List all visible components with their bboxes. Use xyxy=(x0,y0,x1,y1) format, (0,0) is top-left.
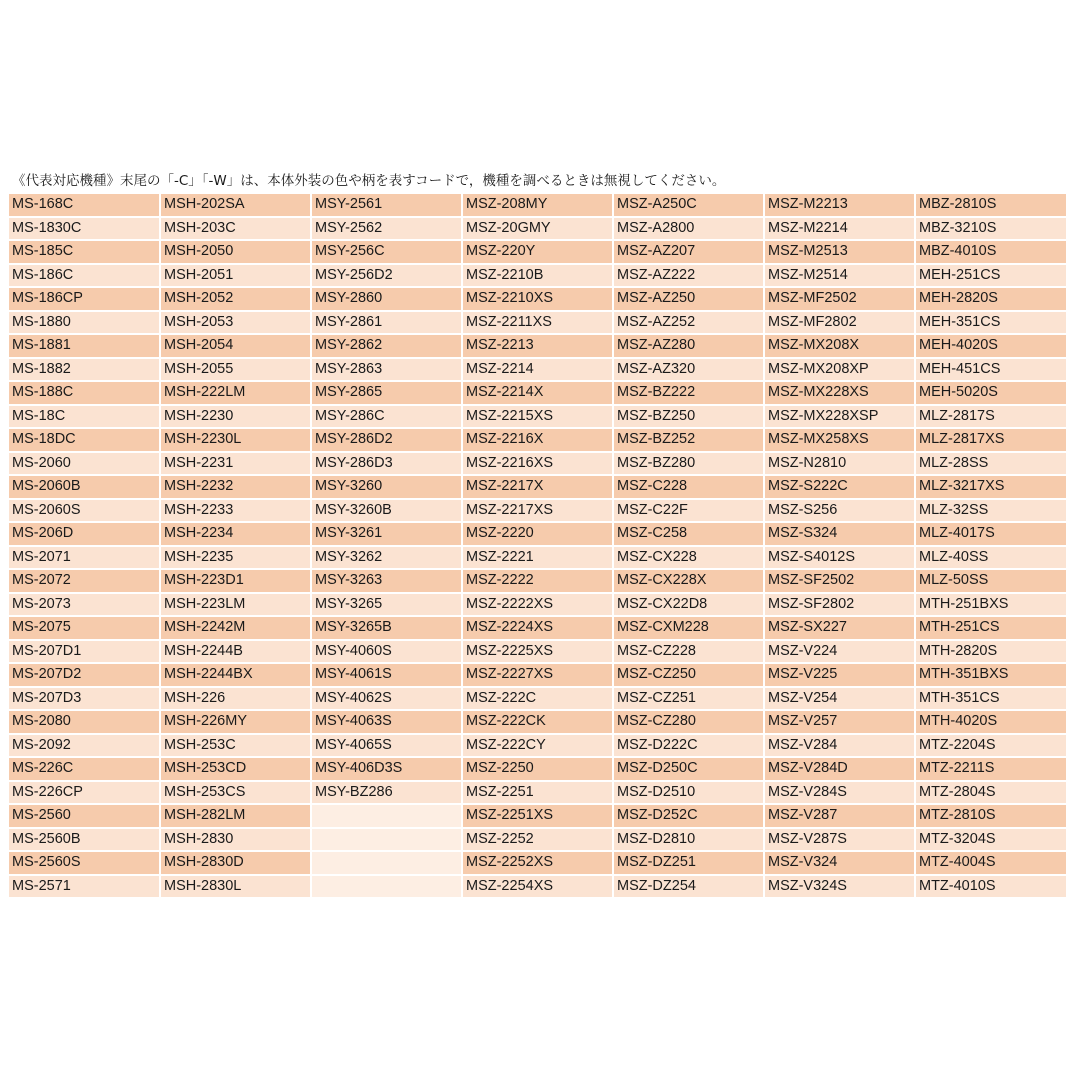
model-cell: MSZ-BZ222 xyxy=(613,381,764,405)
model-cell: MSH-2231 xyxy=(160,452,311,476)
model-cell: MSZ-DZ254 xyxy=(613,875,764,899)
model-cell: MSY-3261 xyxy=(311,522,462,546)
model-cell: MSZ-V287 xyxy=(764,804,915,828)
table-row xyxy=(9,663,1067,687)
model-cell: MS-186CP xyxy=(9,287,160,311)
model-cell: MSY-286D3 xyxy=(311,452,462,476)
table-row xyxy=(9,311,1067,335)
model-cell: MSY-3265B xyxy=(311,616,462,640)
model-cell: MLZ-3217XS xyxy=(915,475,1067,499)
model-cell: MSZ-2215XS xyxy=(462,405,613,429)
model-cell: MSZ-2224XS xyxy=(462,616,613,640)
model-cell: MSZ-208MY xyxy=(462,194,613,217)
model-cell: MSZ-V224 xyxy=(764,640,915,664)
model-cell: MSY-3262 xyxy=(311,546,462,570)
table-row xyxy=(9,640,1067,664)
model-cell: MSY-2561 xyxy=(311,194,462,217)
model-cell: MSY-4062S xyxy=(311,687,462,711)
model-cell: MLZ-4017S xyxy=(915,522,1067,546)
model-cell: MSZ-M2213 xyxy=(764,194,915,217)
model-cell: MSZ-D2510 xyxy=(613,781,764,805)
model-cell: MSH-2051 xyxy=(160,264,311,288)
model-cell: MS-207D2 xyxy=(9,663,160,687)
table-row xyxy=(9,546,1067,570)
model-cell: MLZ-40SS xyxy=(915,546,1067,570)
model-cell: MTZ-2211S xyxy=(915,757,1067,781)
model-cell: MS-2092 xyxy=(9,734,160,758)
model-cell: MEH-2820S xyxy=(915,287,1067,311)
model-cell: MSY-2863 xyxy=(311,358,462,382)
model-cell: MSZ-V257 xyxy=(764,710,915,734)
table-row xyxy=(9,405,1067,429)
model-cell: MSH-2230L xyxy=(160,428,311,452)
table-row xyxy=(9,569,1067,593)
model-cell: MEH-351CS xyxy=(915,311,1067,335)
table-row xyxy=(9,334,1067,358)
model-cell: MSH-226 xyxy=(160,687,311,711)
table-row xyxy=(9,710,1067,734)
model-cell: MS-1881 xyxy=(9,334,160,358)
model-cell: MLZ-32SS xyxy=(915,499,1067,523)
model-cell: MSH-2052 xyxy=(160,287,311,311)
model-cell: MSZ-2216XS xyxy=(462,452,613,476)
table-row xyxy=(9,828,1067,852)
model-cell: MSY-3263 xyxy=(311,569,462,593)
model-cell: MTZ-2804S xyxy=(915,781,1067,805)
model-table-body xyxy=(9,194,1067,898)
model-cell: MSZ-C228 xyxy=(613,475,764,499)
model-cell: MSZ-C258 xyxy=(613,522,764,546)
model-cell: MSZ-C22F xyxy=(613,499,764,523)
model-cell: MSZ-D252C xyxy=(613,804,764,828)
table-row xyxy=(9,687,1067,711)
model-cell: MSH-2053 xyxy=(160,311,311,335)
model-cell: MS-2560 xyxy=(9,804,160,828)
model-cell: MSY-3265 xyxy=(311,593,462,617)
model-cell: MS-186C xyxy=(9,264,160,288)
model-cell: MS-185C xyxy=(9,240,160,264)
model-cell: MLZ-28SS xyxy=(915,452,1067,476)
model-cell: MS-2571 xyxy=(9,875,160,899)
model-cell: MSZ-S222C xyxy=(764,475,915,499)
model-cell: MSZ-220Y xyxy=(462,240,613,264)
model-cell: MSZ-2222XS xyxy=(462,593,613,617)
table-row xyxy=(9,264,1067,288)
model-cell: MS-206D xyxy=(9,522,160,546)
model-cell: MTZ-2810S xyxy=(915,804,1067,828)
model-table xyxy=(9,194,1068,899)
model-cell: MSZ-2222 xyxy=(462,569,613,593)
model-cell: MSH-2242M xyxy=(160,616,311,640)
model-cell: MS-1880 xyxy=(9,311,160,335)
model-cell: MSH-2232 xyxy=(160,475,311,499)
model-cell: MSH-2050 xyxy=(160,240,311,264)
model-cell: MSH-223LM xyxy=(160,593,311,617)
model-cell: MEH-4020S xyxy=(915,334,1067,358)
model-cell: MTH-251BXS xyxy=(915,593,1067,617)
model-cell: MSZ-2251XS xyxy=(462,804,613,828)
model-cell: MSZ-2251 xyxy=(462,781,613,805)
model-cell: MSH-2830 xyxy=(160,828,311,852)
model-cell: MSZ-S256 xyxy=(764,499,915,523)
model-cell: MSY-4060S xyxy=(311,640,462,664)
model-cell: MS-2060B xyxy=(9,475,160,499)
table-row xyxy=(9,428,1067,452)
model-cell: MS-1830C xyxy=(9,217,160,241)
model-cell xyxy=(311,804,462,828)
model-cell: MSZ-S4012S xyxy=(764,546,915,570)
table-row xyxy=(9,593,1067,617)
model-cell xyxy=(311,828,462,852)
model-cell: MSH-2235 xyxy=(160,546,311,570)
model-cell: MSH-226MY xyxy=(160,710,311,734)
model-cell: MSY-4061S xyxy=(311,663,462,687)
table-row xyxy=(9,522,1067,546)
model-cell: MSZ-DZ251 xyxy=(613,851,764,875)
model-cell: MSZ-M2214 xyxy=(764,217,915,241)
model-cell: MTZ-2204S xyxy=(915,734,1067,758)
model-cell: MSZ-20GMY xyxy=(462,217,613,241)
table-row xyxy=(9,358,1067,382)
model-cell: MLZ-50SS xyxy=(915,569,1067,593)
model-cell: MTZ-4004S xyxy=(915,851,1067,875)
model-cell: MS-2073 xyxy=(9,593,160,617)
model-cell: MSZ-MX258XS xyxy=(764,428,915,452)
model-cell: MSZ-2227XS xyxy=(462,663,613,687)
model-cell: MTH-251CS xyxy=(915,616,1067,640)
table-row xyxy=(9,194,1067,217)
model-cell: MSY-4065S xyxy=(311,734,462,758)
model-cell: MSZ-SX227 xyxy=(764,616,915,640)
table-row xyxy=(9,287,1067,311)
model-cell: MTH-351CS xyxy=(915,687,1067,711)
model-cell: MEH-251CS xyxy=(915,264,1067,288)
model-cell: MSZ-2210XS xyxy=(462,287,613,311)
model-cell: MS-2075 xyxy=(9,616,160,640)
model-cell: MBZ-4010S xyxy=(915,240,1067,264)
model-cell: MSZ-2216X xyxy=(462,428,613,452)
model-cell: MSZ-2225XS xyxy=(462,640,613,664)
model-cell: MSY-3260 xyxy=(311,475,462,499)
model-cell: MSH-2830L xyxy=(160,875,311,899)
model-cell: MSZ-2214 xyxy=(462,358,613,382)
model-cell: MSY-406D3S xyxy=(311,757,462,781)
model-cell: MSZ-CZ228 xyxy=(613,640,764,664)
model-cell: MSZ-2220 xyxy=(462,522,613,546)
table-row xyxy=(9,804,1067,828)
model-cell: MSY-2562 xyxy=(311,217,462,241)
model-cell: MSZ-BZ250 xyxy=(613,405,764,429)
table-row xyxy=(9,217,1067,241)
model-cell: MTH-4020S xyxy=(915,710,1067,734)
model-cell: MSZ-MF2802 xyxy=(764,311,915,335)
model-cell: MSZ-2250 xyxy=(462,757,613,781)
model-cell: MS-226C xyxy=(9,757,160,781)
model-cell: MS-207D1 xyxy=(9,640,160,664)
table-row xyxy=(9,381,1067,405)
model-cell: MS-2560S xyxy=(9,851,160,875)
model-cell: MSH-2230 xyxy=(160,405,311,429)
model-cell: MSH-2244B xyxy=(160,640,311,664)
table-row xyxy=(9,734,1067,758)
model-cell: MSY-286C xyxy=(311,405,462,429)
model-cell: MSZ-MX208X xyxy=(764,334,915,358)
model-cell: MSY-2860 xyxy=(311,287,462,311)
model-cell: MSZ-AZ250 xyxy=(613,287,764,311)
model-cell: MSH-223D1 xyxy=(160,569,311,593)
model-cell: MSY-256D2 xyxy=(311,264,462,288)
model-cell: MSZ-M2513 xyxy=(764,240,915,264)
model-cell: MSZ-V284S xyxy=(764,781,915,805)
model-cell: MS-18DC xyxy=(9,428,160,452)
table-row xyxy=(9,757,1067,781)
model-cell: MSZ-222C xyxy=(462,687,613,711)
model-cell: MSZ-V225 xyxy=(764,663,915,687)
model-cell: MBZ-2810S xyxy=(915,194,1067,217)
model-cell: MSZ-2252XS xyxy=(462,851,613,875)
model-cell: MSH-202SA xyxy=(160,194,311,217)
model-cell: MS-2560B xyxy=(9,828,160,852)
compatible-models-note: 《代表対応機種》末尾の「-C」「-W」は、本体外装の色や柄を表すコードで，機種を調べるときは無視してください。 xyxy=(12,173,726,189)
model-cell: MSZ-D250C xyxy=(613,757,764,781)
model-cell: MSZ-CXM228 xyxy=(613,616,764,640)
model-cell: MSZ-CX228X xyxy=(613,569,764,593)
model-cell: MEH-5020S xyxy=(915,381,1067,405)
model-cell: MS-1882 xyxy=(9,358,160,382)
model-cell: MSH-2055 xyxy=(160,358,311,382)
model-cell: MS-2080 xyxy=(9,710,160,734)
model-cell: MTH-2820S xyxy=(915,640,1067,664)
table-row xyxy=(9,452,1067,476)
model-cell: MSZ-MX208XP xyxy=(764,358,915,382)
model-cell: MSZ-CX228 xyxy=(613,546,764,570)
model-cell: MSY-2865 xyxy=(311,381,462,405)
model-cell: MSZ-MX228XSP xyxy=(764,405,915,429)
model-cell: MTH-351BXS xyxy=(915,663,1067,687)
model-cell: MSZ-MX228XS xyxy=(764,381,915,405)
model-cell: MSZ-AZ320 xyxy=(613,358,764,382)
model-cell: MSH-253CD xyxy=(160,757,311,781)
model-cell: MSZ-2252 xyxy=(462,828,613,852)
model-cell: MSZ-2210B xyxy=(462,264,613,288)
model-cell: MSZ-AZ222 xyxy=(613,264,764,288)
table-row xyxy=(9,475,1067,499)
model-cell: MSZ-SF2502 xyxy=(764,569,915,593)
model-cell: MS-226CP xyxy=(9,781,160,805)
model-cell: MSY-286D2 xyxy=(311,428,462,452)
model-cell: MSZ-2211XS xyxy=(462,311,613,335)
model-cell: MSZ-2217X xyxy=(462,475,613,499)
model-cell: MLZ-2817XS xyxy=(915,428,1067,452)
model-cell: MSZ-V284 xyxy=(764,734,915,758)
model-cell: MSZ-AZ280 xyxy=(613,334,764,358)
model-cell: MSZ-222CK xyxy=(462,710,613,734)
model-cell: MSY-4063S xyxy=(311,710,462,734)
model-cell: MSZ-MF2502 xyxy=(764,287,915,311)
model-cell: MSZ-AZ207 xyxy=(613,240,764,264)
model-cell: MSZ-V324 xyxy=(764,851,915,875)
table-row xyxy=(9,781,1067,805)
model-cell: MSZ-A250C xyxy=(613,194,764,217)
table-row xyxy=(9,499,1067,523)
model-cell: MSZ-2217XS xyxy=(462,499,613,523)
model-cell xyxy=(311,875,462,899)
model-cell: MSZ-D2810 xyxy=(613,828,764,852)
model-cell: MSH-253C xyxy=(160,734,311,758)
model-cell: MSZ-N2810 xyxy=(764,452,915,476)
model-cell: MSZ-SF2802 xyxy=(764,593,915,617)
model-cell: MSZ-V284D xyxy=(764,757,915,781)
model-cell: MSH-253CS xyxy=(160,781,311,805)
model-cell: MSH-282LM xyxy=(160,804,311,828)
model-cell: MSZ-CZ250 xyxy=(613,663,764,687)
model-cell: MSH-2233 xyxy=(160,499,311,523)
table-row xyxy=(9,240,1067,264)
model-cell: MSZ-2254XS xyxy=(462,875,613,899)
model-cell: MSY-3260B xyxy=(311,499,462,523)
model-cell: MSZ-2213 xyxy=(462,334,613,358)
model-cell: MSY-2862 xyxy=(311,334,462,358)
model-cell: MS-2060 xyxy=(9,452,160,476)
table-row xyxy=(9,616,1067,640)
model-cell: MSZ-CZ251 xyxy=(613,687,764,711)
model-cell: MSZ-AZ252 xyxy=(613,311,764,335)
model-cell: MSY-2861 xyxy=(311,311,462,335)
model-cell: MSH-203C xyxy=(160,217,311,241)
model-cell: MS-2060S xyxy=(9,499,160,523)
model-cell: MS-18C xyxy=(9,405,160,429)
model-cell: MSH-2830D xyxy=(160,851,311,875)
model-cell: MSZ-CX22D8 xyxy=(613,593,764,617)
model-cell: MSZ-D222C xyxy=(613,734,764,758)
model-cell: MBZ-3210S xyxy=(915,217,1067,241)
model-cell: MTZ-4010S xyxy=(915,875,1067,899)
model-cell: MSZ-V324S xyxy=(764,875,915,899)
model-cell: MSY-256C xyxy=(311,240,462,264)
model-cell: MEH-451CS xyxy=(915,358,1067,382)
model-cell: MLZ-2817S xyxy=(915,405,1067,429)
model-cell: MSY-BZ286 xyxy=(311,781,462,805)
model-cell: MSZ-2221 xyxy=(462,546,613,570)
model-cell: MSZ-A2800 xyxy=(613,217,764,241)
table-row xyxy=(9,875,1067,899)
model-cell: MSZ-V254 xyxy=(764,687,915,711)
model-cell: MTZ-3204S xyxy=(915,828,1067,852)
model-cell: MSH-222LM xyxy=(160,381,311,405)
model-cell: MSH-2234 xyxy=(160,522,311,546)
model-cell: MSZ-S324 xyxy=(764,522,915,546)
model-cell: MS-2072 xyxy=(9,569,160,593)
model-cell: MSZ-BZ280 xyxy=(613,452,764,476)
model-cell: MSH-2054 xyxy=(160,334,311,358)
model-cell: MSZ-V287S xyxy=(764,828,915,852)
model-cell: MSZ-222CY xyxy=(462,734,613,758)
model-cell: MS-188C xyxy=(9,381,160,405)
model-cell: MS-168C xyxy=(9,194,160,217)
model-cell: MSZ-M2514 xyxy=(764,264,915,288)
model-cell xyxy=(311,851,462,875)
model-cell: MSZ-CZ280 xyxy=(613,710,764,734)
table-row xyxy=(9,851,1067,875)
model-cell: MS-207D3 xyxy=(9,687,160,711)
model-cell: MSZ-2214X xyxy=(462,381,613,405)
model-cell: MSZ-BZ252 xyxy=(613,428,764,452)
model-cell: MS-2071 xyxy=(9,546,160,570)
model-cell: MSH-2244BX xyxy=(160,663,311,687)
